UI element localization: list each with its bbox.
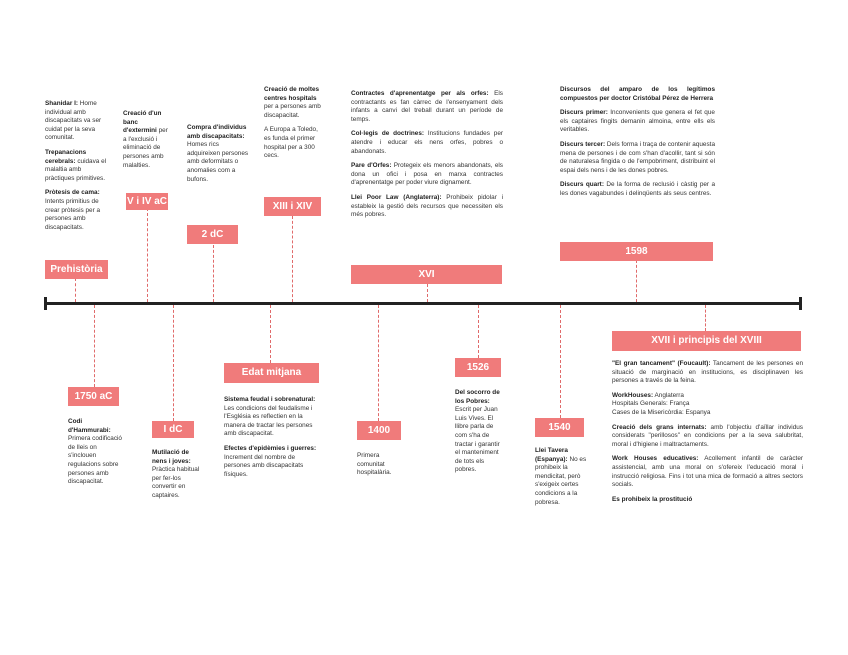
label-1dc: I dC bbox=[152, 421, 194, 438]
note-1540 bbox=[535, 447, 587, 513]
note-heading: Del socorro de los Pobres: bbox=[455, 389, 500, 405]
note-paragraph bbox=[45, 100, 108, 143]
note-text: Dels forma i traça de contenir aquesta mena de persones i de com s'han d'acollir, tant si són de naturalesa fingida o de l'empobriment, distribuint el espai dels nens i de les dones pobres. bbox=[560, 140, 715, 174]
note-paragraph bbox=[535, 447, 587, 507]
connector-2dc bbox=[213, 245, 214, 302]
note-heading: Trepanacions cerebrals: bbox=[45, 148, 87, 165]
note-text: amb l'objectiu d'aïllar individus considerats "perillosos" en condicions per a la seva salubritat, moral i d'higiene i maltractaments. bbox=[612, 423, 803, 448]
note-text: No es prohibeix la mendicitat, però s'exigeix certes condicions a la pobresa. bbox=[535, 455, 587, 506]
note-paragraph bbox=[455, 389, 505, 475]
note-text: Inconvenients que genera el fet que els captaires fingits demanin almoina, entre ells els veritables. bbox=[560, 109, 715, 134]
note-paragraph bbox=[612, 360, 803, 386]
label-edat-mitjana: Edat mitjana bbox=[224, 363, 319, 383]
note-text: per a l'exclusió i eliminació de persones amb malalties. bbox=[123, 127, 168, 169]
note-heading: Creació de moltes centres hospitals bbox=[264, 86, 320, 102]
note-heading: Llei Tavera (Espanya): bbox=[535, 447, 568, 463]
note-paragraph bbox=[68, 418, 122, 487]
note-v-iv-ac bbox=[123, 110, 171, 176]
note-paragraph bbox=[264, 86, 324, 120]
note-paragraph bbox=[351, 90, 503, 124]
note-text: Intents primitius de crear pròtesis per a persones amb discapacitats. bbox=[45, 197, 101, 231]
note-heading: Discurs quart: bbox=[560, 181, 604, 189]
label-prehistoria: Prehistòria bbox=[45, 260, 108, 279]
label-1526: 1526 bbox=[455, 358, 501, 377]
note-heading: Pròtesis de cama: bbox=[45, 189, 100, 197]
note-text: Prohibeix pidolar i estableix la gestió dels recursos que necessiten els més pobres. bbox=[351, 193, 503, 219]
note-heading: Efectes d'epidèmies i guerres: bbox=[224, 444, 317, 452]
note-paragraph bbox=[612, 392, 803, 418]
note-heading: Es prohibeix la prostitució bbox=[612, 495, 693, 503]
note-text: Pràctica habitual per fer-los convertir en captaires. bbox=[152, 466, 200, 499]
note-edat-mitjana bbox=[224, 396, 322, 485]
label-1750ac: 1750 aC bbox=[68, 387, 119, 406]
note-text: Homes rics adquireixen persones amb deformitats o anomalies com a bufons. bbox=[187, 141, 249, 183]
note-paragraph bbox=[152, 449, 200, 501]
note-paragraph bbox=[351, 130, 503, 156]
note-heading: "El gran tancament" (Foucault): bbox=[612, 360, 711, 367]
timeline-end-tick bbox=[799, 297, 802, 310]
note-text: Acollement infantil de caràcter assistencial, amb una moral on s'ofereix l'educació moral i instrucció religiosa. Fins i tot una mica de formació a altres sectors socials. bbox=[612, 455, 803, 489]
note-text: Home individual amb discapacitats va ser cuidat per la seva comunitat. bbox=[45, 100, 102, 142]
label-1540: 1540 bbox=[535, 418, 584, 437]
note-xvi bbox=[351, 90, 503, 226]
note-paragraph bbox=[45, 189, 108, 232]
connector-prehistoria bbox=[75, 278, 76, 302]
note-heading: Codi d'Hammurabi: bbox=[68, 418, 111, 434]
note-text: A Europa a Toledo, es funda el primer hospital per a 300 cecs. bbox=[264, 126, 318, 160]
note-text: Primera comunitat hospitalària. bbox=[357, 452, 392, 477]
note-heading: Creació d'un banc d'extermini bbox=[123, 110, 162, 135]
note-text: Primera codificació de lleis on s'inclouen regulacions sobre persones amb discapacitat. bbox=[68, 435, 122, 486]
note-paragraph bbox=[560, 181, 715, 198]
connector-xiii-xiv bbox=[292, 216, 293, 302]
note-heading: Compra d'individus amb discapacitats: bbox=[187, 124, 247, 140]
connector-1540 bbox=[560, 305, 561, 418]
note-text: Anglaterra Hospitals Generals: França Cases de la Misericòrdia: Espanya bbox=[612, 391, 711, 416]
note-xiii-xiv bbox=[264, 86, 324, 167]
note-text: Institucions fundades per atendre i educar els nens orfes, pobres o abandonats. bbox=[351, 130, 503, 155]
note-heading: Creació dels grans internats: bbox=[612, 423, 707, 431]
note-1dc bbox=[152, 449, 200, 507]
label-1598: 1598 bbox=[560, 242, 713, 261]
label-v-iv-ac: V i IV aC bbox=[126, 193, 168, 210]
note-text: Tancament de les persones en situació de marginació en institucions, es disciplinaven les persones a través de la feina. bbox=[612, 360, 803, 385]
note-heading: Discurs tercer: bbox=[560, 140, 606, 148]
note-text: cuidava el malaltia amb pràctiques primitives. bbox=[45, 157, 107, 182]
connector-1598 bbox=[636, 260, 637, 302]
connector-1526 bbox=[478, 305, 479, 358]
note-heading: WorkHouses: bbox=[612, 391, 654, 399]
note-heading: Contractes d'aprenentatge per als orfes: bbox=[351, 90, 489, 97]
note-paragraph bbox=[351, 162, 503, 188]
label-xvi: XVI bbox=[351, 265, 502, 284]
note-paragraph bbox=[357, 452, 402, 478]
note-heading: Mutilació de nens i joves: bbox=[152, 449, 191, 465]
note-text: De la forma de reclusió i càstig per a les dones vagabundes i delinqüents als seus centres. bbox=[560, 181, 716, 197]
note-heading: Pare d'Orfes: bbox=[351, 162, 392, 170]
connector-1dc bbox=[173, 305, 174, 421]
note-paragraph bbox=[264, 126, 324, 160]
note-1526 bbox=[455, 389, 505, 481]
note-heading: Sistema feudal i sobrenatural: bbox=[224, 396, 316, 403]
note-1598 bbox=[560, 86, 715, 205]
timeline-axis bbox=[44, 302, 802, 305]
label-xiii-xiv: XIII i XIV bbox=[264, 197, 321, 216]
note-heading: Col·legis de doctrines: bbox=[351, 130, 424, 138]
label-2dc: 2 dC bbox=[187, 225, 238, 244]
note-paragraph bbox=[612, 455, 803, 489]
timeline-start-tick bbox=[44, 297, 47, 310]
note-text: Increment del nombre de persones amb discapacitats físiques. bbox=[224, 453, 304, 478]
note-1750ac bbox=[68, 418, 122, 493]
label-xvii: XVII i principis del XVIII bbox=[612, 331, 801, 351]
label-1400: 1400 bbox=[357, 421, 401, 440]
note-heading: Llei Poor Law (Anglaterra): bbox=[351, 193, 442, 201]
note-text: per a persones amb discapacitat. bbox=[264, 103, 321, 119]
note-prehistoria bbox=[45, 100, 108, 238]
note-paragraph bbox=[45, 149, 108, 183]
connector-xvi bbox=[427, 284, 428, 302]
note-paragraph bbox=[123, 110, 171, 170]
note-1400 bbox=[357, 452, 402, 484]
note-paragraph bbox=[187, 124, 251, 184]
note-heading: Shanidar I: bbox=[45, 100, 79, 107]
connector-1400 bbox=[378, 305, 379, 421]
note-text: Les condicions del feudalisme i l'Església es reflectien en la manera de tractar les persones amb discapacitat. bbox=[224, 404, 313, 438]
note-xvii bbox=[612, 360, 803, 510]
note-heading: Discurs primer: bbox=[560, 109, 608, 117]
connector-v-iv-ac bbox=[147, 208, 148, 302]
note-heading: Discursos del amparo de los legítimos compuestos per doctor Cristóbal Pérez de Herrera bbox=[560, 86, 715, 102]
note-text: Els contractants es fan càrrec de l'ensenyament dels infants a canvi del treball durant un període de temps. bbox=[351, 90, 504, 123]
connector-1750ac bbox=[94, 305, 95, 387]
note-paragraph bbox=[612, 496, 803, 505]
note-paragraph bbox=[560, 141, 715, 175]
note-text: Escrit per Juan Luis Vives. El llibre parla de com s'ha de tractar i garantir el manteniment de tots els pobres. bbox=[455, 406, 500, 474]
note-2dc bbox=[187, 124, 251, 190]
note-paragraph bbox=[351, 194, 503, 220]
note-paragraph bbox=[560, 109, 715, 135]
connector-edat-mitjana bbox=[270, 305, 271, 363]
note-paragraph bbox=[224, 445, 322, 479]
note-text: Protegeix els menors abandonats, els dona un ofici i posa en marxa contractes d'aprenentatge per poder viure dignament. bbox=[351, 162, 503, 187]
connector-xvii bbox=[705, 305, 706, 331]
note-paragraph bbox=[224, 396, 322, 439]
note-heading: Work Houses educatives: bbox=[612, 455, 699, 463]
note-paragraph bbox=[560, 86, 715, 103]
note-paragraph bbox=[612, 424, 803, 450]
